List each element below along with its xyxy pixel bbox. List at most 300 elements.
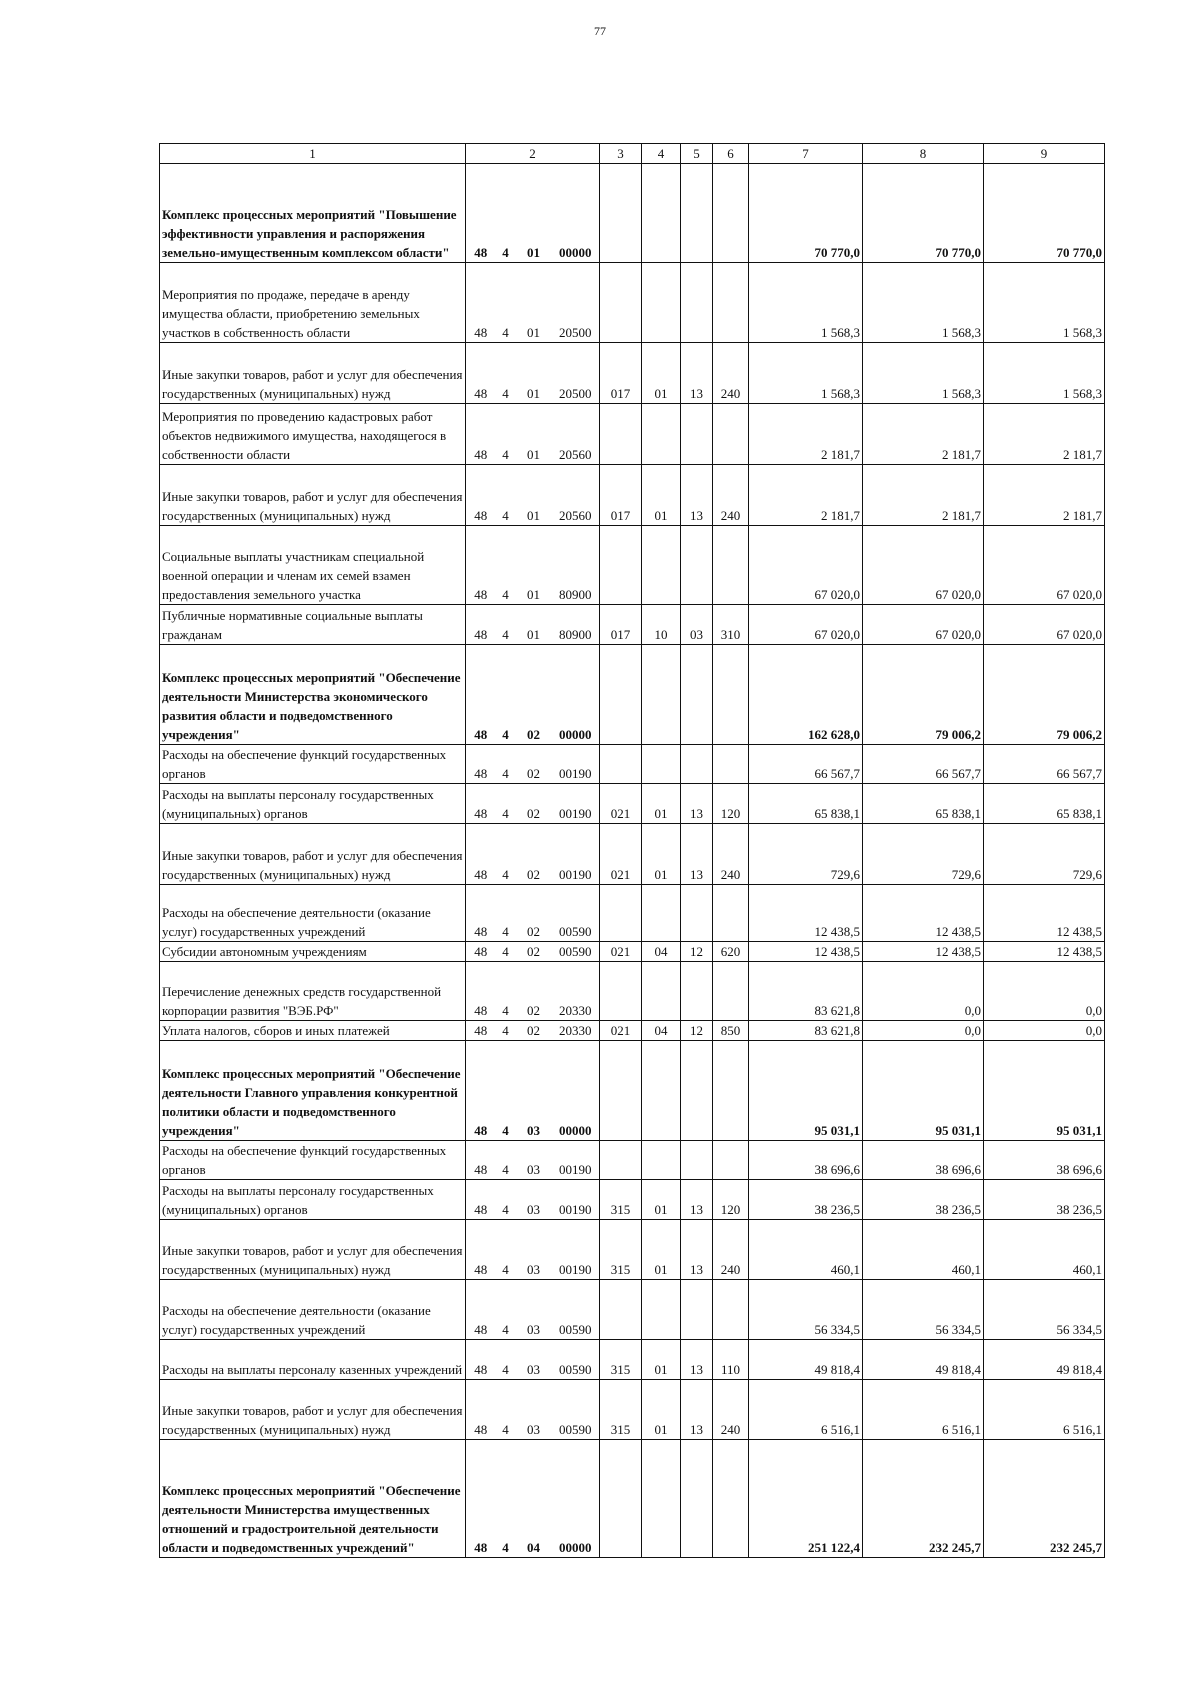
row-name: Уплата налогов, сборов и иных платежей (160, 1021, 466, 1041)
table-row (160, 942, 1105, 962)
row-col-4 (642, 1280, 681, 1340)
budget-table (159, 143, 1105, 1558)
row-name: Публичные нормативные социальные выплаты гражданам (160, 605, 466, 645)
row-code-part-1: 48 (466, 605, 496, 645)
row-code-part-3: 01 (516, 605, 552, 645)
page-number: 77 (594, 24, 606, 38)
row-col-5: 13 (681, 1180, 713, 1220)
row-col-4: 01 (642, 465, 681, 526)
row-code-part-2: 4 (496, 465, 516, 526)
row-col-5 (681, 164, 713, 263)
row-amount-9: 56 334,5 (984, 1280, 1105, 1340)
row-name: Комплекс процессных мероприятий "Обеспечение деятельности Министерства экономического развития области и подведомственного учреждения" (160, 645, 466, 745)
row-col-6 (713, 745, 749, 784)
row-col-6: 120 (713, 1180, 749, 1220)
row-name: Иные закупки товаров, работ и услуг для обеспечения государственных (муниципальных) нужд (160, 1220, 466, 1280)
row-code-part-1: 48 (466, 465, 496, 526)
row-code-part-2: 4 (496, 1180, 516, 1220)
row-name: Иные закупки товаров, работ и услуг для обеспечения государственных (муниципальных) нужд (160, 465, 466, 526)
row-code-part-2: 4 (496, 784, 516, 824)
row-col-4 (642, 962, 681, 1021)
row-col-6 (713, 885, 749, 942)
row-amount-7: 67 020,0 (749, 605, 863, 645)
row-amount-9: 95 031,1 (984, 1041, 1105, 1141)
row-amount-9: 1 568,3 (984, 263, 1105, 343)
row-amount-9: 79 006,2 (984, 645, 1105, 745)
row-amount-8: 49 818,4 (863, 1340, 984, 1380)
row-name: Перечисление денежных средств государственной корпорации развития "ВЭБ.РФ" (160, 962, 466, 1021)
row-code-part-1: 48 (466, 745, 496, 784)
row-name: Иные закупки товаров, работ и услуг для обеспечения государственных (муниципальных) нужд (160, 343, 466, 404)
row-col-6 (713, 263, 749, 343)
row-code-part-1: 48 (466, 1141, 496, 1180)
row-col-5 (681, 1141, 713, 1180)
row-code-part-4: 00590 (552, 1380, 600, 1440)
row-amount-7: 2 181,7 (749, 465, 863, 526)
row-col-3: 021 (600, 784, 642, 824)
table-row (160, 784, 1105, 824)
row-code-part-4: 20330 (552, 1021, 600, 1041)
row-code-part-2: 4 (496, 962, 516, 1021)
row-amount-9: 12 438,5 (984, 942, 1105, 962)
row-col-5: 13 (681, 824, 713, 885)
row-amount-7: 729,6 (749, 824, 863, 885)
row-amount-7: 83 621,8 (749, 962, 863, 1021)
header-col-2: 2 (466, 144, 600, 164)
row-name: Расходы на выплаты персоналу государственных (муниципальных) органов (160, 784, 466, 824)
row-code-part-3: 01 (516, 343, 552, 404)
table-row (160, 605, 1105, 645)
row-col-4 (642, 885, 681, 942)
row-col-4: 01 (642, 1340, 681, 1380)
row-amount-8: 6 516,1 (863, 1380, 984, 1440)
row-code-part-2: 4 (496, 1041, 516, 1141)
row-col-6 (713, 164, 749, 263)
row-code-part-4: 20560 (552, 404, 600, 465)
row-amount-8: 38 696,6 (863, 1141, 984, 1180)
row-code-part-4: 00190 (552, 745, 600, 784)
row-name: Расходы на обеспечение функций государственных органов (160, 1141, 466, 1180)
row-amount-9: 67 020,0 (984, 605, 1105, 645)
row-amount-8: 1 568,3 (863, 263, 984, 343)
row-amount-8: 67 020,0 (863, 605, 984, 645)
row-amount-8: 65 838,1 (863, 784, 984, 824)
row-col-6: 240 (713, 1220, 749, 1280)
row-amount-8: 1 568,3 (863, 343, 984, 404)
row-code-part-3: 03 (516, 1220, 552, 1280)
row-amount-8: 2 181,7 (863, 465, 984, 526)
row-amount-9: 65 838,1 (984, 784, 1105, 824)
row-amount-7: 56 334,5 (749, 1280, 863, 1340)
row-code-part-4: 00000 (552, 164, 600, 263)
row-code-part-3: 04 (516, 1440, 552, 1558)
table-row (160, 1380, 1105, 1440)
row-amount-7: 6 516,1 (749, 1380, 863, 1440)
row-col-3: 017 (600, 465, 642, 526)
row-code-part-2: 4 (496, 263, 516, 343)
row-col-5 (681, 1280, 713, 1340)
row-amount-7: 460,1 (749, 1220, 863, 1280)
row-col-4 (642, 526, 681, 605)
row-amount-9: 0,0 (984, 962, 1105, 1021)
row-code-part-4: 00190 (552, 824, 600, 885)
row-col-4 (642, 1041, 681, 1141)
row-code-part-2: 4 (496, 1021, 516, 1041)
row-code-part-4: 80900 (552, 605, 600, 645)
table-body (160, 144, 1105, 1558)
row-code-part-4: 00190 (552, 1141, 600, 1180)
row-col-3 (600, 962, 642, 1021)
row-col-5: 13 (681, 343, 713, 404)
row-col-6: 850 (713, 1021, 749, 1041)
row-code-part-3: 02 (516, 824, 552, 885)
header-col-4: 4 (642, 144, 681, 164)
row-amount-7: 65 838,1 (749, 784, 863, 824)
row-code-part-3: 02 (516, 745, 552, 784)
row-col-6: 310 (713, 605, 749, 645)
row-amount-7: 38 236,5 (749, 1180, 863, 1220)
row-col-3: 315 (600, 1180, 642, 1220)
row-amount-9: 2 181,7 (984, 465, 1105, 526)
table-row (160, 745, 1105, 784)
row-amount-7: 1 568,3 (749, 263, 863, 343)
row-code-part-2: 4 (496, 645, 516, 745)
row-amount-8: 12 438,5 (863, 942, 984, 962)
row-amount-8: 12 438,5 (863, 885, 984, 942)
header-col-8: 8 (863, 144, 984, 164)
row-col-5 (681, 526, 713, 605)
row-amount-9: 2 181,7 (984, 404, 1105, 465)
row-amount-9: 6 516,1 (984, 1380, 1105, 1440)
row-col-4 (642, 164, 681, 263)
row-col-3: 021 (600, 942, 642, 962)
row-col-4 (642, 404, 681, 465)
row-col-3: 315 (600, 1380, 642, 1440)
row-code-part-1: 48 (466, 1380, 496, 1440)
row-code-part-1: 48 (466, 784, 496, 824)
row-col-4: 01 (642, 1380, 681, 1440)
row-col-4 (642, 645, 681, 745)
row-code-part-3: 03 (516, 1141, 552, 1180)
row-name: Расходы на обеспечение деятельности (оказание услуг) государственных учреждений (160, 1280, 466, 1340)
row-amount-9: 232 245,7 (984, 1440, 1105, 1558)
row-code-part-1: 48 (466, 1041, 496, 1141)
row-col-6: 240 (713, 1380, 749, 1440)
row-name: Комплекс процессных мероприятий "Обеспечение деятельности Министерства имущественных отношений и градостроительной деятельности области и подведомственных учреждений" (160, 1440, 466, 1558)
row-name: Расходы на выплаты персоналу государственных (муниципальных) органов (160, 1180, 466, 1220)
table-row (160, 824, 1105, 885)
row-code-part-2: 4 (496, 526, 516, 605)
row-code-part-4: 00190 (552, 784, 600, 824)
row-col-3: 315 (600, 1220, 642, 1280)
row-name: Социальные выплаты участникам специальной военной операции и членам их семей взамен предоставления земельного участка (160, 526, 466, 605)
row-col-4: 04 (642, 942, 681, 962)
table-row (160, 343, 1105, 404)
row-amount-9: 12 438,5 (984, 885, 1105, 942)
row-col-5 (681, 885, 713, 942)
row-amount-8: 56 334,5 (863, 1280, 984, 1340)
row-amount-8: 70 770,0 (863, 164, 984, 263)
row-code-part-1: 48 (466, 1220, 496, 1280)
row-col-6 (713, 1280, 749, 1340)
row-amount-7: 251 122,4 (749, 1440, 863, 1558)
row-col-5: 12 (681, 942, 713, 962)
row-code-part-4: 00590 (552, 1340, 600, 1380)
row-col-3 (600, 404, 642, 465)
row-code-part-1: 48 (466, 1180, 496, 1220)
row-code-part-4: 80900 (552, 526, 600, 605)
row-code-part-4: 00190 (552, 1220, 600, 1280)
table-row (160, 645, 1105, 745)
row-col-3 (600, 885, 642, 942)
row-code-part-4: 00000 (552, 1041, 600, 1141)
row-col-5 (681, 962, 713, 1021)
row-amount-7: 162 628,0 (749, 645, 863, 745)
table-row (160, 1220, 1105, 1280)
row-amount-8: 2 181,7 (863, 404, 984, 465)
row-col-4 (642, 745, 681, 784)
row-amount-7: 66 567,7 (749, 745, 863, 784)
row-code-part-4: 00590 (552, 942, 600, 962)
row-col-3 (600, 164, 642, 263)
row-code-part-4: 00590 (552, 1280, 600, 1340)
row-col-6 (713, 404, 749, 465)
row-code-part-3: 02 (516, 962, 552, 1021)
row-col-6: 240 (713, 465, 749, 526)
row-code-part-2: 4 (496, 1380, 516, 1440)
row-col-6: 240 (713, 824, 749, 885)
row-col-4: 10 (642, 605, 681, 645)
row-name: Мероприятия по проведению кадастровых работ объектов недвижимого имущества, находящегося в собственности области (160, 404, 466, 465)
row-col-6: 240 (713, 343, 749, 404)
row-amount-8: 460,1 (863, 1220, 984, 1280)
header-row (160, 144, 1105, 164)
row-code-part-1: 48 (466, 343, 496, 404)
row-col-3 (600, 1141, 642, 1180)
row-amount-7: 83 621,8 (749, 1021, 863, 1041)
row-code-part-3: 02 (516, 885, 552, 942)
row-amount-7: 67 020,0 (749, 526, 863, 605)
row-code-part-2: 4 (496, 404, 516, 465)
row-code-part-3: 01 (516, 164, 552, 263)
row-name: Иные закупки товаров, работ и услуг для обеспечения государственных (муниципальных) нужд (160, 824, 466, 885)
header-col-6: 6 (713, 144, 749, 164)
row-code-part-1: 48 (466, 404, 496, 465)
row-amount-9: 1 568,3 (984, 343, 1105, 404)
header-col-9: 9 (984, 144, 1105, 164)
row-code-part-3: 02 (516, 1021, 552, 1041)
row-col-3 (600, 1440, 642, 1558)
row-amount-8: 0,0 (863, 1021, 984, 1041)
table-row (160, 465, 1105, 526)
row-amount-8: 66 567,7 (863, 745, 984, 784)
row-col-5 (681, 1041, 713, 1141)
row-col-6: 620 (713, 942, 749, 962)
row-amount-9: 38 696,6 (984, 1141, 1105, 1180)
row-col-6 (713, 1041, 749, 1141)
header-col-7: 7 (749, 144, 863, 164)
row-name: Расходы на обеспечение функций государственных органов (160, 745, 466, 784)
row-code-part-3: 02 (516, 645, 552, 745)
row-amount-8: 0,0 (863, 962, 984, 1021)
row-amount-9: 49 818,4 (984, 1340, 1105, 1380)
row-code-part-1: 48 (466, 645, 496, 745)
table-row (160, 1340, 1105, 1380)
row-col-6: 120 (713, 784, 749, 824)
row-col-3: 017 (600, 343, 642, 404)
row-code-part-2: 4 (496, 1141, 516, 1180)
row-code-part-2: 4 (496, 1280, 516, 1340)
row-col-5 (681, 263, 713, 343)
row-code-part-4: 20500 (552, 343, 600, 404)
table-row (160, 962, 1105, 1021)
row-col-3 (600, 645, 642, 745)
row-code-part-2: 4 (496, 942, 516, 962)
row-col-3: 021 (600, 1021, 642, 1041)
row-code-part-1: 48 (466, 164, 496, 263)
row-code-part-3: 03 (516, 1340, 552, 1380)
row-col-5: 03 (681, 605, 713, 645)
row-code-part-1: 48 (466, 962, 496, 1021)
row-col-4: 04 (642, 1021, 681, 1041)
row-code-part-2: 4 (496, 1340, 516, 1380)
row-amount-8: 729,6 (863, 824, 984, 885)
row-amount-8: 232 245,7 (863, 1440, 984, 1558)
row-amount-9: 66 567,7 (984, 745, 1105, 784)
row-code-part-2: 4 (496, 1440, 516, 1558)
row-code-part-1: 48 (466, 263, 496, 343)
row-name: Комплекс процессных мероприятий "Обеспечение деятельности Главного управления конкурентной политики области и подведомственного учреждения" (160, 1041, 466, 1141)
table-row (160, 164, 1105, 263)
row-code-part-3: 01 (516, 526, 552, 605)
row-name: Расходы на выплаты персоналу казенных учреждений (160, 1340, 466, 1380)
row-amount-8: 95 031,1 (863, 1041, 984, 1141)
row-code-part-2: 4 (496, 1220, 516, 1280)
header-col-3: 3 (600, 144, 642, 164)
row-code-part-1: 48 (466, 526, 496, 605)
row-name: Субсидии автономным учреждениям (160, 942, 466, 962)
row-code-part-2: 4 (496, 885, 516, 942)
row-col-4 (642, 263, 681, 343)
row-amount-9: 70 770,0 (984, 164, 1105, 263)
row-code-part-1: 48 (466, 1440, 496, 1558)
row-amount-7: 12 438,5 (749, 942, 863, 962)
row-code-part-4: 00000 (552, 645, 600, 745)
row-col-4: 01 (642, 824, 681, 885)
row-col-4: 01 (642, 1220, 681, 1280)
row-code-part-3: 02 (516, 942, 552, 962)
row-code-part-3: 01 (516, 404, 552, 465)
table-row (160, 1021, 1105, 1041)
row-amount-8: 79 006,2 (863, 645, 984, 745)
row-col-4: 01 (642, 1180, 681, 1220)
table-row (160, 1280, 1105, 1340)
row-code-part-4: 20330 (552, 962, 600, 1021)
row-name: Комплекс процессных мероприятий "Повышение эффективности управления и распоряжения земельно-имущественным комплексом области" (160, 164, 466, 263)
row-amount-7: 70 770,0 (749, 164, 863, 263)
row-code-part-4: 00000 (552, 1440, 600, 1558)
row-code-part-3: 03 (516, 1041, 552, 1141)
row-code-part-4: 00590 (552, 885, 600, 942)
row-code-part-4: 20560 (552, 465, 600, 526)
row-code-part-2: 4 (496, 164, 516, 263)
row-code-part-1: 48 (466, 824, 496, 885)
row-col-6 (713, 1141, 749, 1180)
row-amount-9: 38 236,5 (984, 1180, 1105, 1220)
row-col-5: 13 (681, 1380, 713, 1440)
row-code-part-3: 03 (516, 1280, 552, 1340)
row-code-part-1: 48 (466, 1021, 496, 1041)
header-col-1: 1 (160, 144, 466, 164)
row-code-part-2: 4 (496, 745, 516, 784)
table-row (160, 1440, 1105, 1558)
row-col-3: 021 (600, 824, 642, 885)
row-code-part-1: 48 (466, 1280, 496, 1340)
row-amount-7: 1 568,3 (749, 343, 863, 404)
row-code-part-4: 20500 (552, 263, 600, 343)
row-code-part-3: 01 (516, 465, 552, 526)
row-col-5 (681, 645, 713, 745)
row-amount-9: 729,6 (984, 824, 1105, 885)
row-code-part-3: 01 (516, 263, 552, 343)
row-code-part-1: 48 (466, 1340, 496, 1380)
row-name: Расходы на обеспечение деятельности (оказание услуг) государственных учреждений (160, 885, 466, 942)
row-code-part-2: 4 (496, 605, 516, 645)
table-row (160, 404, 1105, 465)
row-amount-8: 67 020,0 (863, 526, 984, 605)
row-amount-9: 460,1 (984, 1220, 1105, 1280)
row-col-5 (681, 1440, 713, 1558)
row-col-6: 110 (713, 1340, 749, 1380)
row-code-part-1: 48 (466, 885, 496, 942)
table-row (160, 1041, 1105, 1141)
table-row (160, 263, 1105, 343)
row-col-5: 13 (681, 784, 713, 824)
row-col-3: 017 (600, 605, 642, 645)
row-code-part-1: 48 (466, 942, 496, 962)
row-col-6 (713, 1440, 749, 1558)
row-amount-7: 2 181,7 (749, 404, 863, 465)
row-col-6 (713, 645, 749, 745)
row-col-4: 01 (642, 784, 681, 824)
row-col-5: 13 (681, 465, 713, 526)
row-col-3 (600, 526, 642, 605)
row-code-part-2: 4 (496, 343, 516, 404)
row-col-4: 01 (642, 343, 681, 404)
table-row (160, 885, 1105, 942)
row-col-4 (642, 1440, 681, 1558)
row-col-4 (642, 1141, 681, 1180)
table-row (160, 1141, 1105, 1180)
row-col-5: 13 (681, 1340, 713, 1380)
header-col-5: 5 (681, 144, 713, 164)
row-col-3 (600, 1280, 642, 1340)
row-col-5 (681, 745, 713, 784)
row-amount-8: 38 236,5 (863, 1180, 984, 1220)
row-code-part-3: 03 (516, 1180, 552, 1220)
row-col-3 (600, 1041, 642, 1141)
row-amount-7: 12 438,5 (749, 885, 863, 942)
row-code-part-2: 4 (496, 824, 516, 885)
row-name: Мероприятия по продаже, передаче в аренду имущества области, приобретению земельных участков в собственность области (160, 263, 466, 343)
row-col-6 (713, 526, 749, 605)
table-row (160, 526, 1105, 605)
row-col-5 (681, 404, 713, 465)
row-name: Иные закупки товаров, работ и услуг для обеспечения государственных (муниципальных) нужд (160, 1380, 466, 1440)
row-code-part-3: 02 (516, 784, 552, 824)
row-col-3 (600, 263, 642, 343)
row-amount-9: 67 020,0 (984, 526, 1105, 605)
